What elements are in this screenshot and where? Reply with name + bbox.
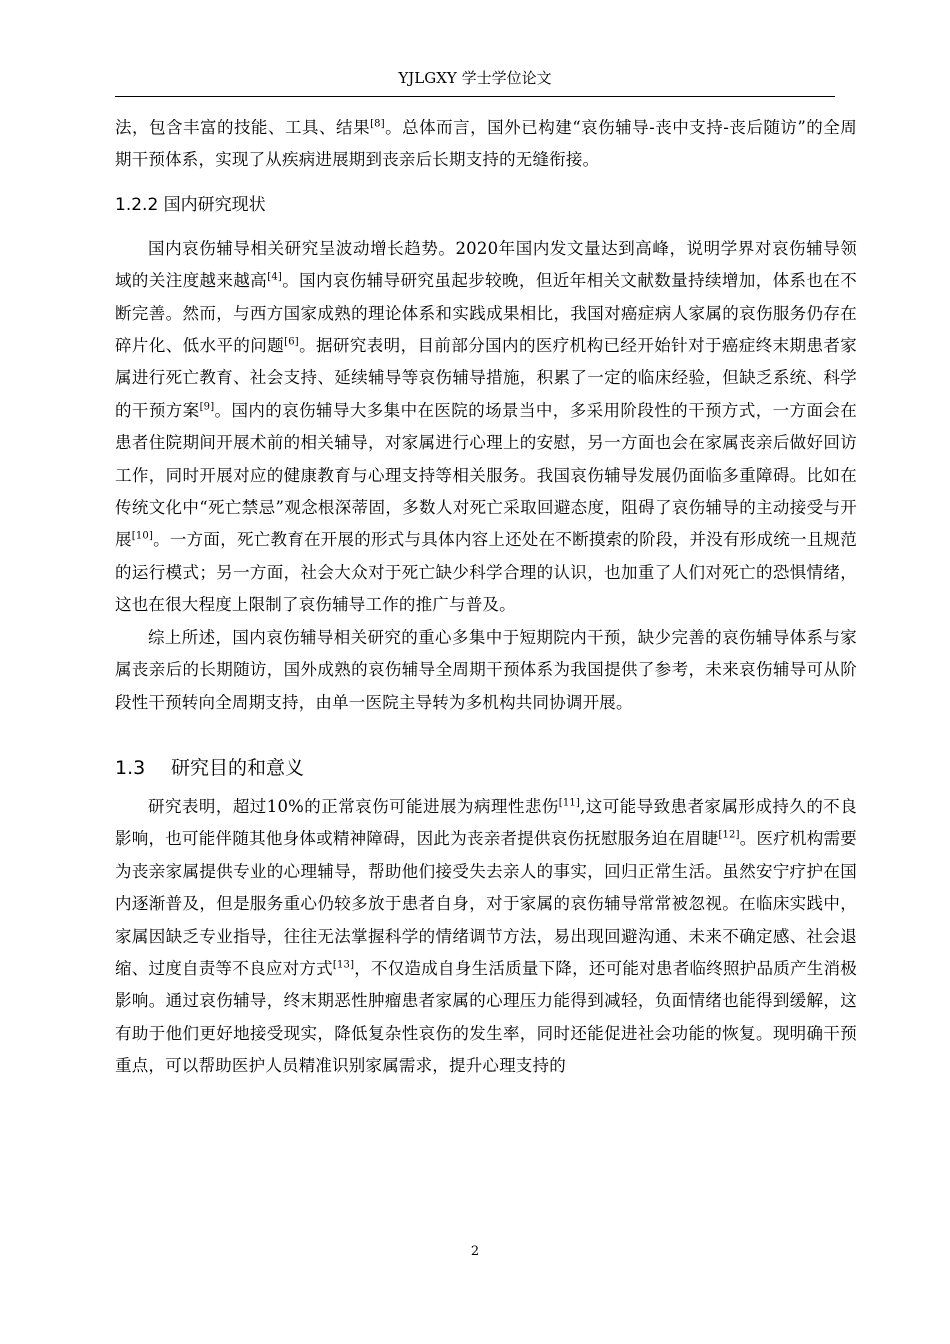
paragraph-foreign-summary	[115, 112, 857, 177]
text: ,这可能导致患者家属形成持久的不良影响，也可能伴随其他身体或精神障碍，因此为丧亲者提供哀伤抚慰服务迫在眉睫	[115, 796, 857, 849]
text: 。医疗机构需要为丧亲家属提供专业的心理辅导，帮助他们接受失去亲人的事实，回归正常生活。虽然安宁疗护在国内逐渐普及，但是服务重心仍较多放于患者自身，对于家属的哀伤辅导常常被忽视。在临床实践中，家属因缺乏专业指导，往往无法掌握科学的情绪调节方法，易出现回避沟通、未来不确定感、社会退缩、过度自责等不良应对方式	[115, 829, 858, 978]
text: 。国内的哀伤辅导大多集中在医院的场景当中，多采用阶段性的干预方式，一方面会在患者住院期间开展术前的相关辅导，对家属进行心理上的安慰，另一方面也会在家属丧亲后做好回访工作，同时开展对应的健康教育与心理支持等相关服务。我国哀伤辅导发展仍面临多重障碍。比如在传统文化中“死亡禁忌”观念根深蒂固，多数人对死亡采取回避态度，阻碍了哀伤辅导的主动接受与开展	[115, 400, 857, 550]
citation: [9]	[199, 401, 215, 413]
citation: [6]	[284, 336, 299, 348]
section-number: 1.3	[115, 756, 146, 779]
text: 。国内哀伤辅导研究虽起步较晚，但近年相关文献数量持续增加，体系也在不断完善。然而，与西方国家成熟的理论体系和实践成果相比，我国对癌症病人家属的哀伤服务仍存在碎片化、低水平的问题	[115, 271, 857, 356]
citation: [12]	[718, 829, 740, 841]
paragraph-purpose	[115, 791, 857, 1083]
text: 国内哀伤辅导相关研究呈波动增长趋势。2020年国内发文量达到高峰，说明学界对哀伤辅导领域的关注度越来越高	[115, 238, 857, 291]
section-heading	[115, 753, 857, 783]
page-content	[115, 112, 857, 1083]
text: 。据研究表明，目前部分国内的医疗机构已经开始针对于癌症终末期患者家属进行死亡教育、社会支持、延续辅导等哀伤辅导措施，积累了一定的临床经验，但缺乏系统、科学的干预方案	[115, 336, 857, 420]
text: 。一方面，死亡教育在开展的形式与具体内容上还处在不断摸索的阶段，并没有形成统一且规范的运行模式；另一方面，社会大众对于死亡缺少科学合理的认识，也加重了人们对死亡的恐惧情绪，这也在很大程度上限制了哀伤辅导工作的推广与普及。	[115, 530, 857, 615]
text: ，不仅造成自身生活质量下降，还可能对患者临终照护品质产生消极影响。通过哀伤辅导，终末期恶性肿瘤患者家属的心理压力能得到减轻，负面情绪也能得到缓解，这有助于他们更好地接受现实，降低复杂性哀伤的发生率，同时还能促进社会功能的恢复。现明确干预重点，可以帮助医护人员精准识别家属需求，提升心理支持的	[115, 958, 857, 1076]
subsection-heading: 1.2.2 国内研究现状	[115, 194, 266, 215]
citation: [4]	[267, 271, 282, 283]
citation: [11]	[558, 797, 581, 809]
citation: [13]	[332, 959, 355, 971]
paragraph-domestic-status	[115, 233, 857, 622]
text: 综上所述，国内哀伤辅导相关研究的重心多集中于短期院内干预，缺少完善的哀伤辅导体系与家属丧亲后的长期随访，国外成熟的哀伤辅导全周期干预体系为我国提供了参考，未来哀伤辅导可从阶段性干预转向全周期支持，由单一医院主导转为多机构共同协调开展。	[115, 627, 857, 712]
page-number: 2	[470, 1244, 480, 1259]
citation: [10]	[131, 530, 154, 542]
text: 研究表明，超过10%的正常哀伤可能进展为病理性悲伤	[148, 796, 559, 816]
running-header: YJLGXY 学士学位论文	[115, 64, 835, 97]
text: 法，包含丰富的技能、工具、结果	[115, 118, 371, 137]
section-title: 研究目的和意义	[171, 756, 305, 779]
paragraph-summary	[115, 622, 857, 719]
citation: [8]	[370, 118, 385, 130]
text: 。总体而言，国外已构建“哀伤辅导-丧中支持-丧后随访”的全周期干预体系，实现了从疾病进展期到丧亲后长期支持的无缝衔接。	[115, 118, 858, 170]
